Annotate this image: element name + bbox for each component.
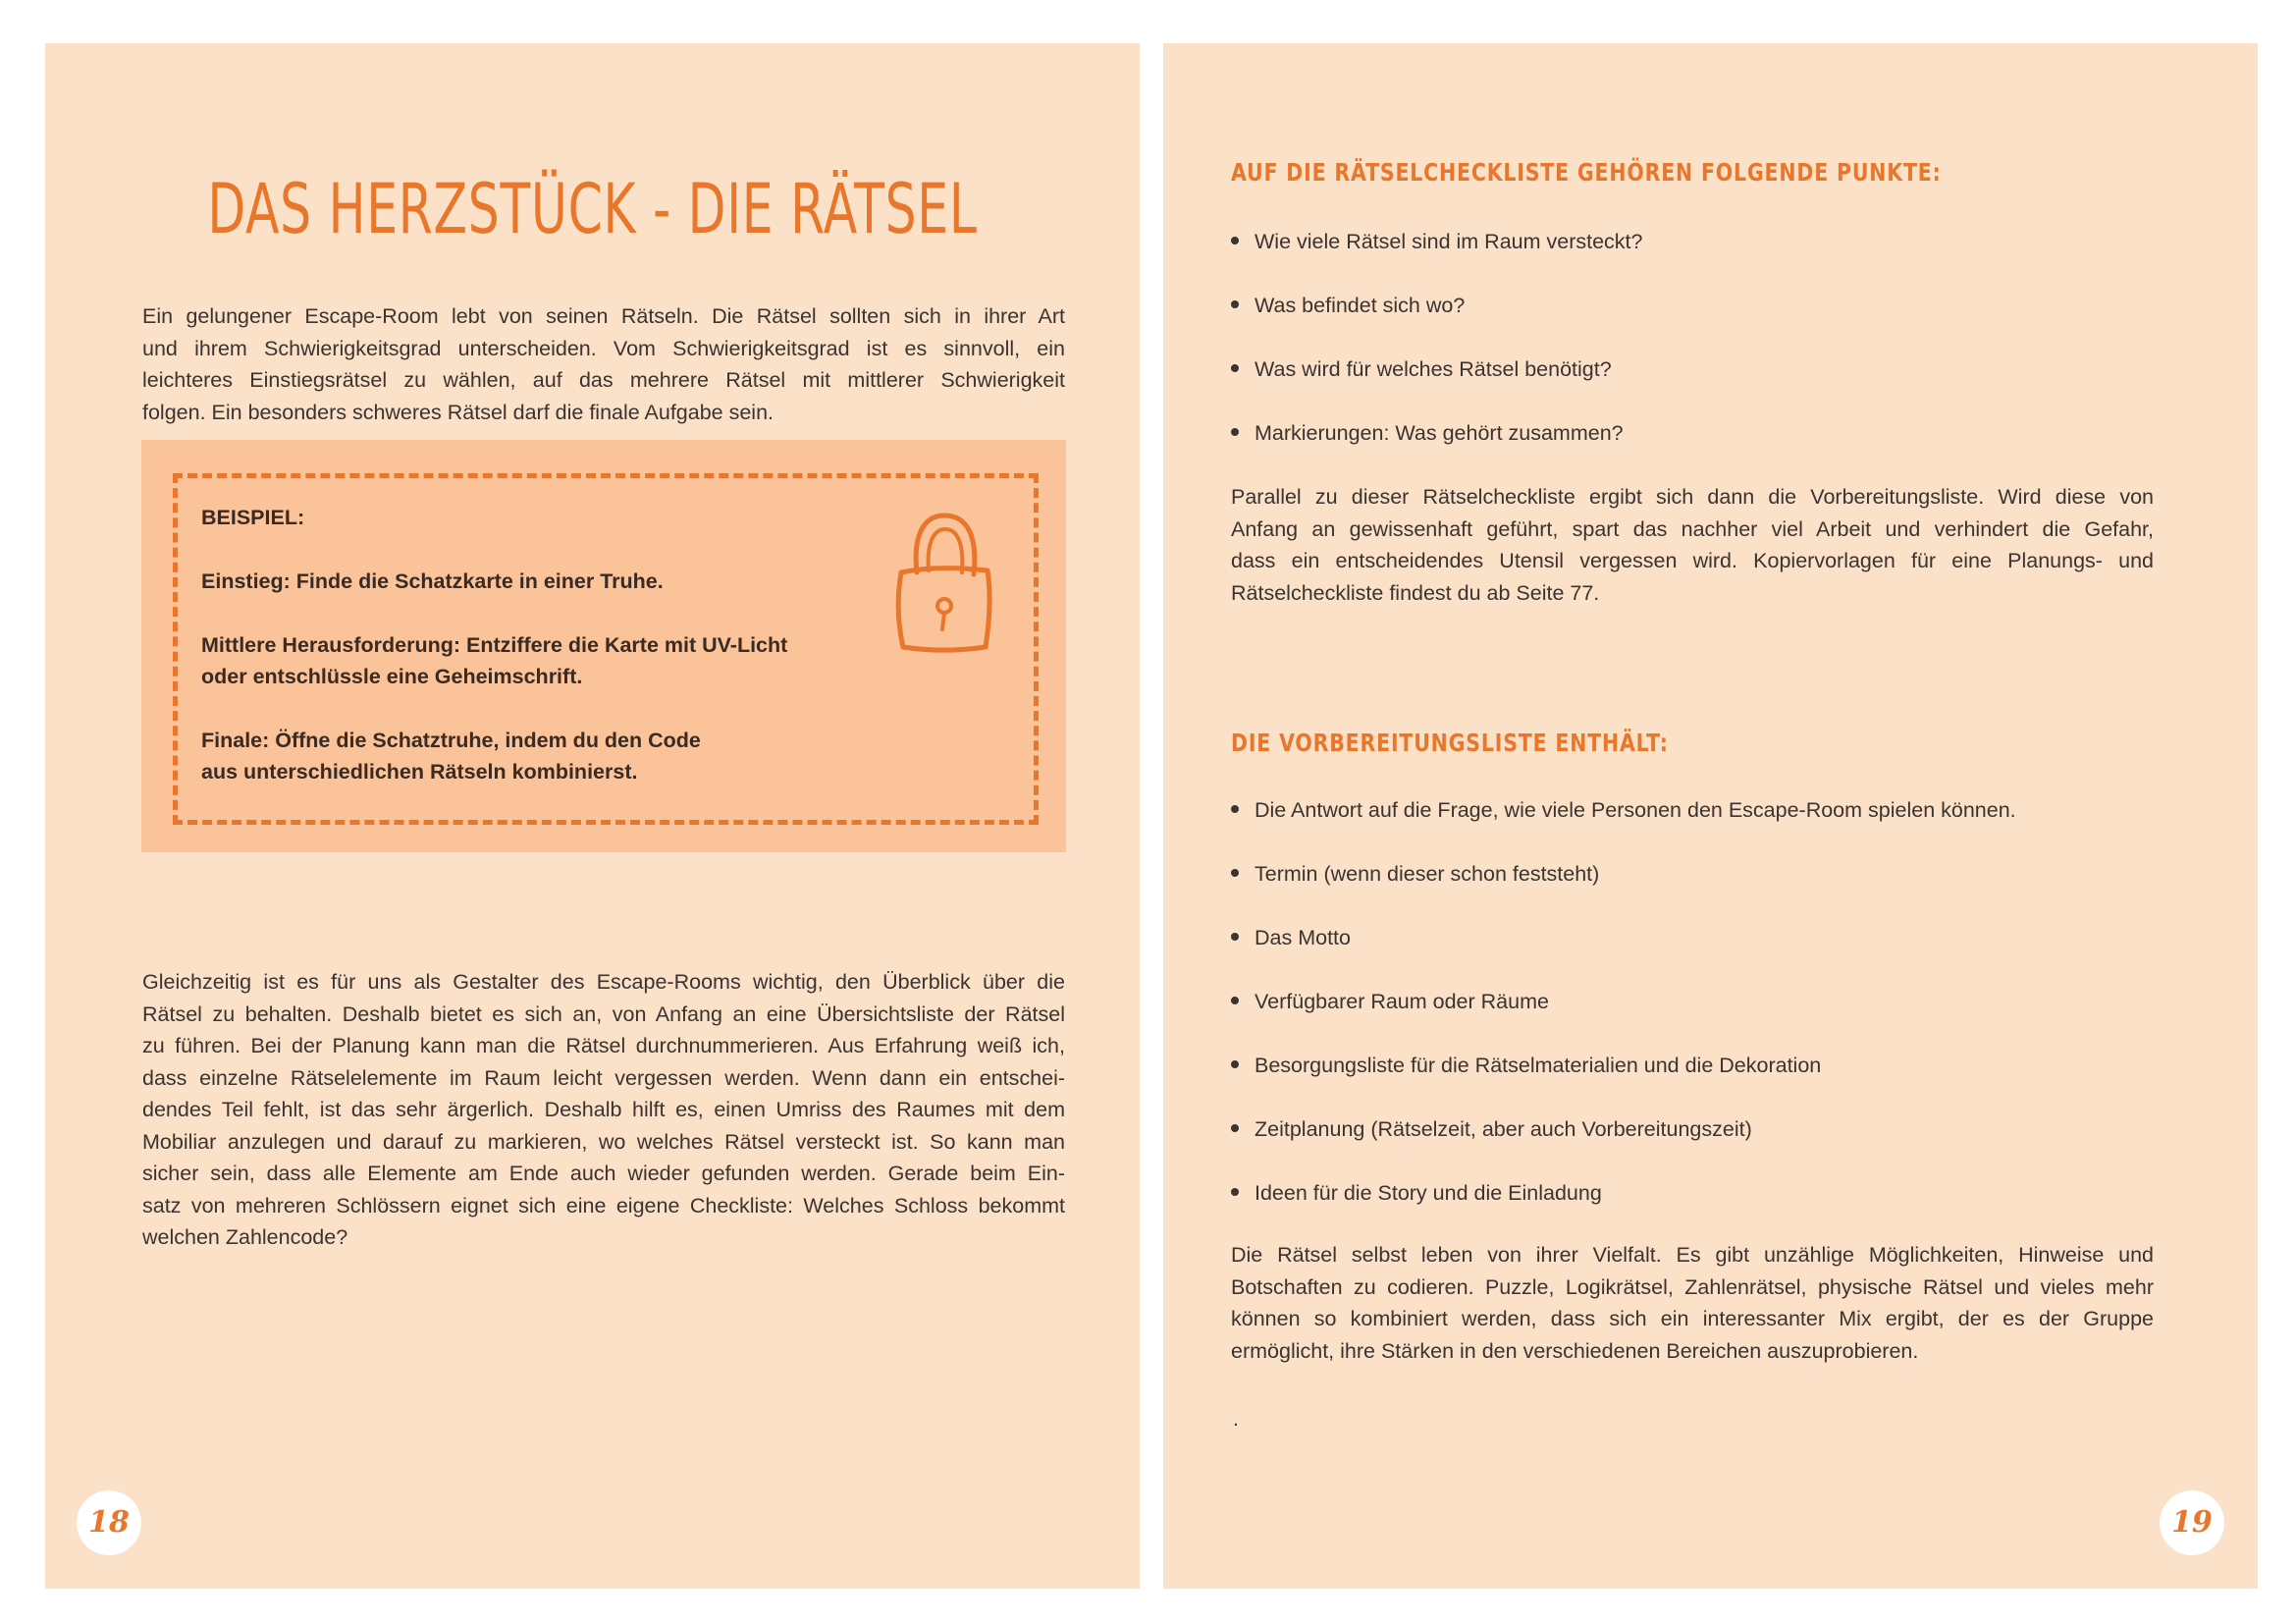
list-item-text: Was wird für welches Rätsel benötigt?: [1255, 357, 1612, 381]
text-line: Gleichzeitig ist es für uns als Gestalter des Escape-Rooms wichtig, den Überblick über die: [142, 970, 1065, 994]
text-line: Die Rätsel selbst leben von ihrer Vielfalt. Es gibt unzählige Möglichkeiten, Hinweise und: [1231, 1243, 2154, 1267]
text-line: Ein gelungener Escape-Room lebt von seinen Rätseln. Die Rätsel sollten sich in ihrer Art: [142, 304, 1065, 328]
list-item: [1231, 922, 1351, 953]
example-box: [141, 440, 1066, 852]
text-line: Rätselcheckliste findest du ab Seite 77.: [1231, 580, 1600, 605]
list-item-text: Termin (wenn dieser schon feststeht): [1255, 862, 1600, 886]
text-line: zu führen. Bei der Planung kann man die Rätsel durchnummerieren. Aus Erfahrung weiß ich,: [142, 1034, 1065, 1057]
text-line: sicher sein, dass alle Elemente am Ende auch wieder gefunden werden. Gerade beim Ein-: [142, 1162, 1065, 1185]
bullet-icon: [1231, 933, 1239, 941]
list-item: [1231, 858, 1599, 890]
bullet-icon: [1231, 997, 1239, 1004]
body-paragraph: [142, 966, 1065, 1254]
page-title: DAS HERZSTÜCK - DIE RÄTSEL: [207, 169, 978, 249]
list-item-text: Was befindet sich wo?: [1255, 294, 1466, 317]
checklist-paragraph: [1231, 481, 2154, 609]
page-number: 19: [2160, 1490, 2224, 1555]
list-item-text: Ideen für die Story und die Einladung: [1255, 1181, 1602, 1205]
text-line: dass einzelne Rätselelemente im Raum leicht vergessen werden. Wenn dann ein entschei-: [142, 1065, 1065, 1090]
checklist-heading: AUF DIE RÄTSELCHECKLISTE GEHÖREN FOLGENDE PUNKTE:: [1231, 158, 1942, 187]
stray-mark: .: [1233, 1408, 1239, 1431]
list-item-text: Verfügbarer Raum oder Räume: [1255, 990, 1549, 1013]
bullet-icon: [1231, 1188, 1239, 1196]
list-item-text: Wie viele Rätsel sind im Raum versteckt?: [1255, 230, 1643, 253]
list-item: [1231, 1177, 1602, 1209]
text-line: und ihrem Schwierigkeitsgrad unterscheiden. Vom Schwierigkeitsgrad ist es sinnvoll, ein: [142, 336, 1065, 360]
list-item: [1231, 986, 1549, 1017]
example-line-finale: Finale: Öffne die Schatztruhe, indem du den Code: [201, 729, 701, 752]
text-line: dendes Teil fehlt, ist das sehr ärgerlich. Deshalb hilft es, einen Umriss des Raumes mit dem: [142, 1098, 1065, 1121]
list-item-text: Markierungen: Was gehört zusammen?: [1255, 421, 1624, 445]
list-item: [1231, 1113, 1752, 1145]
bullet-icon: [1231, 364, 1239, 372]
text-line: ermöglicht, ihre Stärken in den verschiedenen Bereichen auszuprobieren.: [1231, 1338, 1919, 1363]
intro-paragraph: [142, 300, 1065, 428]
text-line: folgen. Ein besonders schweres Rätsel darf die finale Aufgabe sein.: [142, 400, 774, 424]
right-page: [1163, 43, 2258, 1589]
example-line-mittlere-2: oder entschlüssle eine Geheimschrift.: [201, 665, 583, 688]
bullet-icon: [1231, 428, 1239, 436]
list-item: [1231, 1050, 1821, 1081]
list-item-text: Zeitplanung (Rätselzeit, aber auch Vorbereitungszeit): [1255, 1117, 1752, 1141]
list-item: [1231, 417, 1624, 449]
list-item-text: Besorgungsliste für die Rätselmaterialien und die Dekoration: [1255, 1054, 1822, 1077]
page-number: 18: [77, 1490, 141, 1555]
text-line: leichteres Einstiegsrätsel zu wählen, auf das mehrere Rätsel mit mittlerer Schwierigkeit: [142, 368, 1065, 392]
example-line-einstieg: Einstieg: Finde die Schatzkarte in einer Truhe.: [201, 569, 664, 593]
text-line: Anfang an gewissenhaft geführt, spart das nachher viel Arbeit und verhindert die Gefahr,: [1231, 516, 2154, 541]
bullet-icon: [1231, 300, 1239, 308]
text-line: Parallel zu dieser Rätselcheckliste ergibt sich dann die Vorbereitungsliste. Wird diese von: [1231, 485, 2154, 509]
bullet-icon: [1231, 1060, 1239, 1068]
padlock-icon: [889, 508, 997, 655]
list-item-text: Die Antwort auf die Frage, wie viele Personen den Escape-Room spielen können.: [1255, 798, 2016, 822]
text-line: Rätsel zu behalten. Deshalb bietet es sich an, von Anfang an eine Übersichtsliste der Rätsel: [142, 1001, 1065, 1026]
list-item: [1231, 290, 1465, 321]
example-heading: BEISPIEL:: [201, 506, 305, 529]
example-dashed-frame: [173, 473, 1039, 825]
bullet-icon: [1231, 869, 1239, 877]
list-item: [1231, 226, 1642, 257]
list-item-text: Das Motto: [1255, 926, 1351, 949]
list-item: [1231, 794, 2016, 826]
bullet-icon: [1231, 1124, 1239, 1132]
example-line-mittlere: Mittlere Herausforderung: Entziffere die Karte mit UV-Licht: [201, 633, 788, 657]
example-line-finale-2: aus unterschiedlichen Rätseln kombinierst.: [201, 760, 638, 784]
preparation-heading: DIE VORBEREITUNGSLISTE ENTHÄLT:: [1231, 729, 1669, 757]
bullet-icon: [1231, 237, 1239, 244]
list-item: [1231, 353, 1612, 385]
text-line: können so kombiniert werden, dass sich ein interessanter Mix ergibt, der es der Gruppe: [1231, 1307, 2154, 1330]
variety-paragraph: [1231, 1239, 2154, 1367]
text-line: dass ein entscheidendes Utensil vergessen wird. Kopiervorlagen für eine Planungs- und: [1231, 549, 2154, 572]
text-line: welchen Zahlencode?: [142, 1225, 348, 1249]
left-page: [45, 43, 1140, 1589]
text-line: satz von mehreren Schlössern eignet sich eine eigene Checkliste: Welches Schloss bekommt: [142, 1193, 1065, 1218]
text-line: Mobiliar anzulegen und darauf zu markieren, wo welches Rätsel versteckt ist. So kann man: [142, 1129, 1065, 1154]
bullet-icon: [1231, 805, 1239, 813]
text-line: Botschaften zu codieren. Puzzle, Logikrätsel, Zahlenrätsel, physische Rätsel und vieles mehr: [1231, 1274, 2154, 1299]
